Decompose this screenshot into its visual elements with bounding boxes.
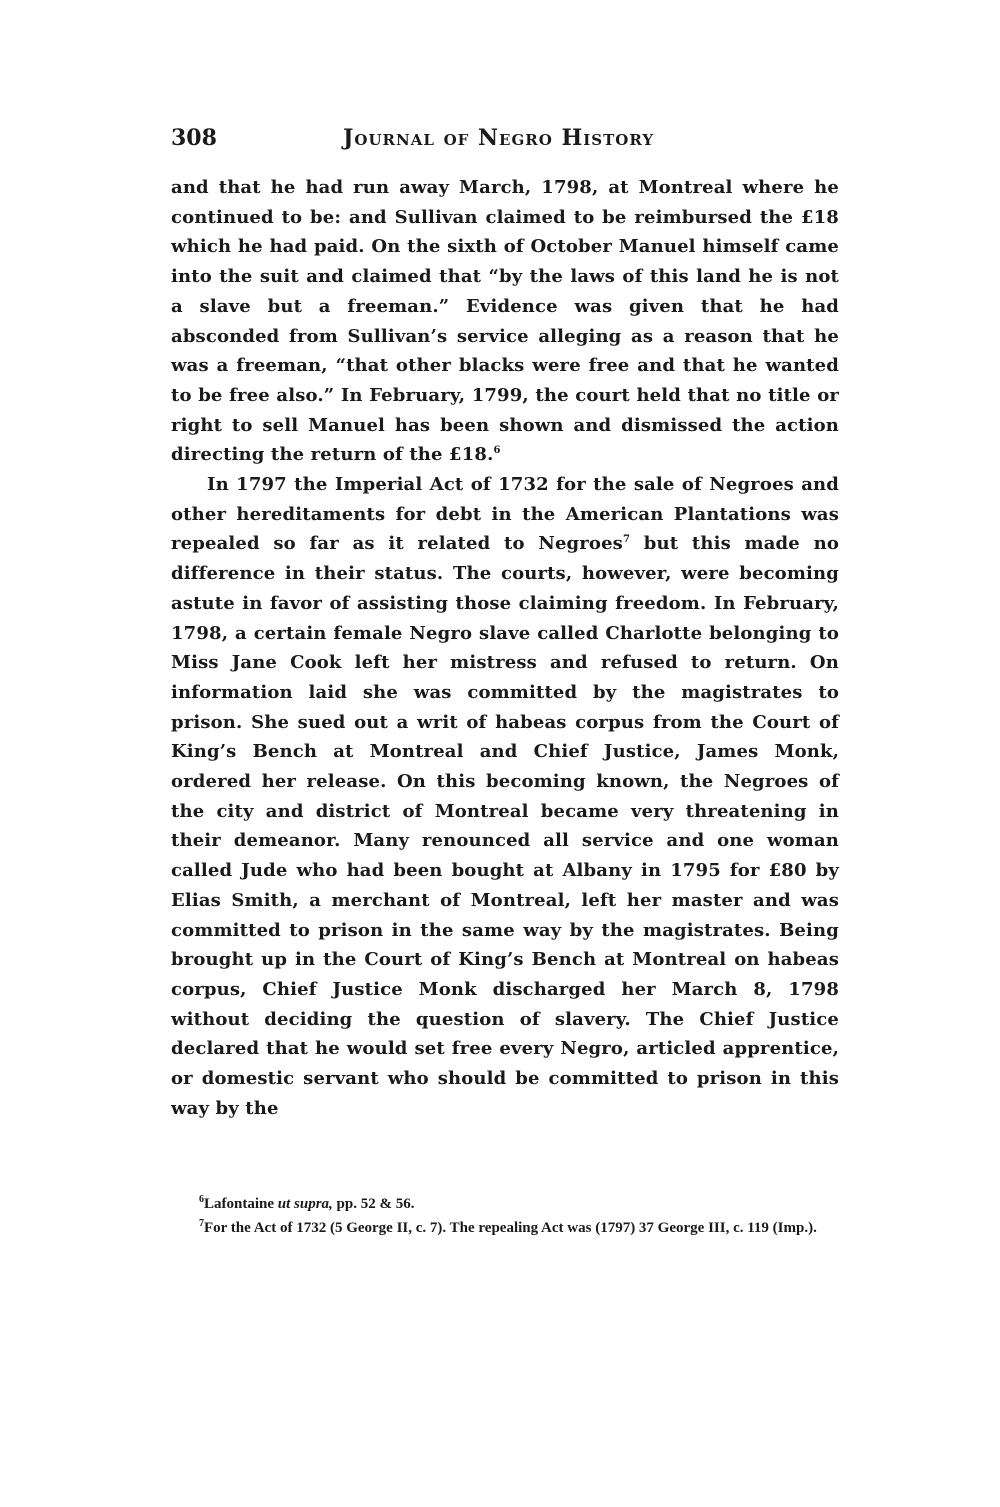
- paragraph-1: [171, 173, 839, 470]
- body-text: [171, 173, 839, 1124]
- footnote-6: [171, 1192, 839, 1216]
- footnote-6-marker: 6: [199, 1194, 204, 1205]
- paragraph-1-text: and that he had run away March, 1798, at Montreal where he continued to be: and Sullivan claimed to be reimbursed the £18 which he had paid. On the sixth of October Manuel himself came into the suit and claimed that “by the laws of this land he is not a slave but a freeman.” Evidence was given that he had absconded from Sullivan’s service alleging as a reason that he was a freeman, “that other blacks were free and that he wanted to be free also.” In February, 1799, the court held that no title or right to sell Manuel has been shown and dismissed the action directing the return of the £18.: [171, 177, 839, 466]
- paragraph-2: [171, 470, 839, 1123]
- footnote-ref-6: 6: [493, 445, 501, 457]
- running-head: [171, 120, 839, 156]
- footnote-6-text-a: Lafontaine: [204, 1196, 278, 1212]
- footnotes: [171, 1192, 839, 1240]
- paragraph-2-text-b: but this made no difference in their status. The courts, however, were becoming astute in favor of assisting those claiming freedom. In February, 1798, a certain female Negro slave called Charlotte belonging to Miss Jane Cook left her mistress and refused to return. On information laid she was committed by the magistrates to prison. She sued out a writ of habeas corpus from the Court of King’s Bench at Montreal and Chief Justice, James Monk, ordered her release. On this becoming known, the Negroes of the city and district of Montreal became very threatening in their demeanor. Many renounced all service and one woman called Jude who had been bought at Albany in 1795 for £80 by Elias Smith, a merchant of Montreal, left her master and was committed to prison in the same way by the magistrates. Being brought up in the Court of King’s Bench at Montreal on habeas corpus, Chief Justice Monk discharged her March 8, 1798 without deciding the question of slavery. The Chief Justice declared that he would set free every Negro, articled apprentice, or domestic servant who should be committed to prison in this way by the: [171, 533, 839, 1119]
- footnote-ref-7: 7: [622, 534, 631, 546]
- paragraph-2-text-a: In 1797 the Imperial Act of 1732 for the sale of Negroes and other hereditaments for debt in the American Plantations was repealed so far as it related to Negroes: [171, 474, 839, 555]
- journal-title: Journal of Negro History: [343, 125, 655, 151]
- footnote-7: [171, 1216, 839, 1240]
- footnote-6-text-b: pp. 52 & 56.: [332, 1196, 415, 1212]
- page-number: 308: [171, 125, 217, 151]
- footnote-7-text: For the Act of 1732 (5 George II, c. 7). The repealing Act was (1797) 37 George III, c. 119 (Imp.).: [204, 1220, 817, 1236]
- footnote-7-marker: 7: [199, 1218, 204, 1229]
- footnote-6-italic: ut supra,: [277, 1196, 333, 1212]
